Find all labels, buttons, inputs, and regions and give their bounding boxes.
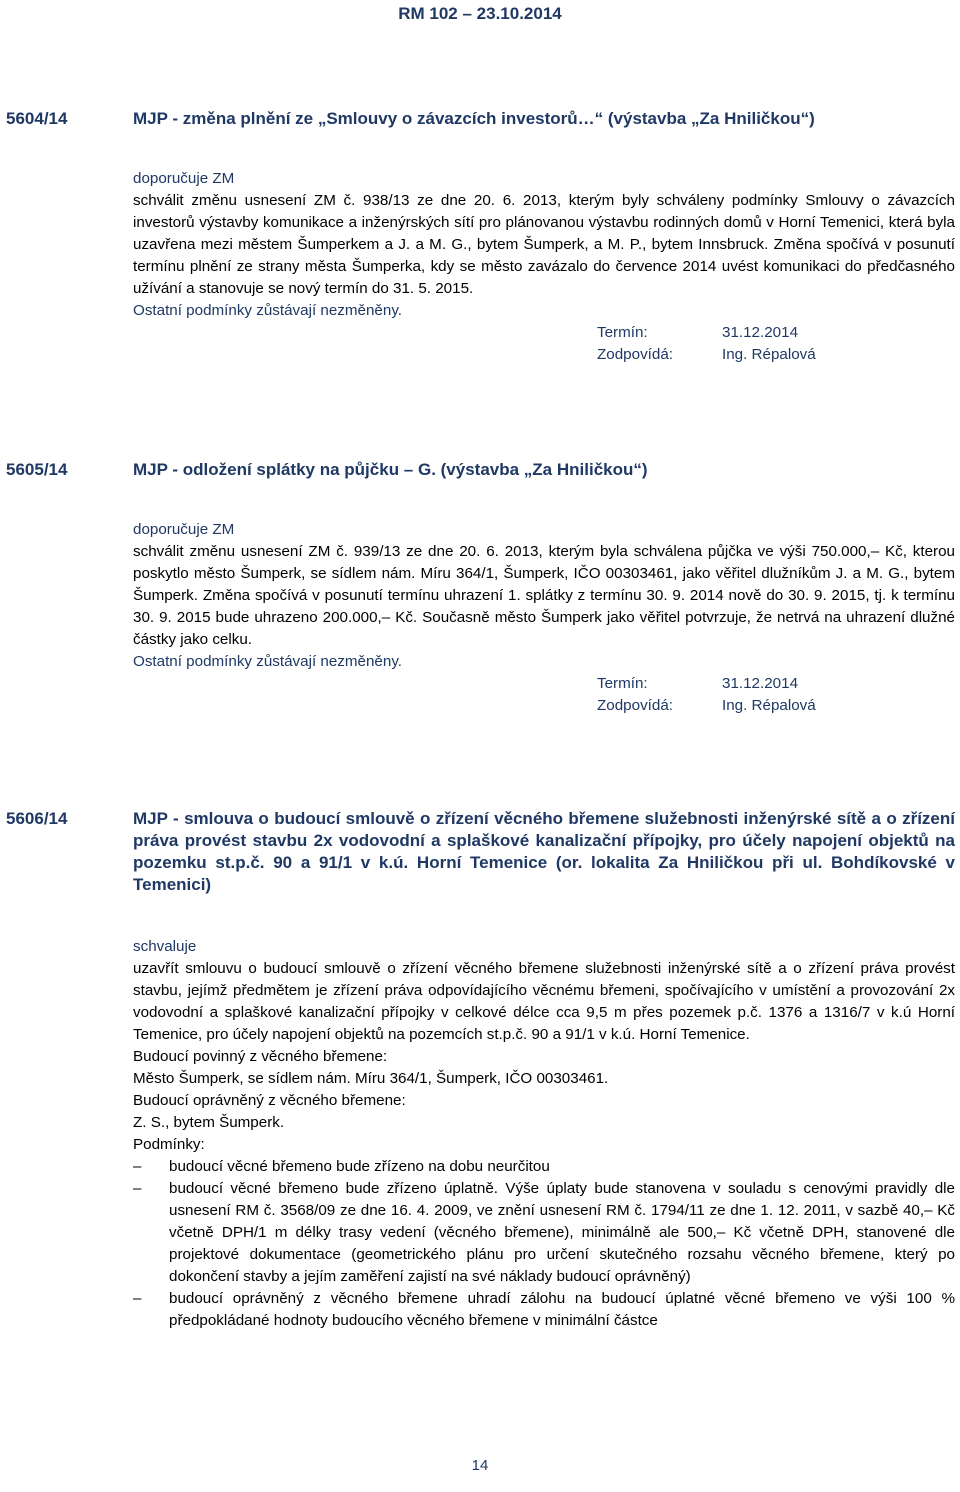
responsible-row (597, 695, 955, 717)
obligated-value: Město Šumperk, se sídlem nám. Míru 364/1, Šumperk, IČO 00303461. (133, 1070, 609, 1087)
section-number: 5605/14 (6, 460, 68, 479)
section-title: MJP - odložení splátky na půjčku – G. (výstavba „Za Hniličkou“) (133, 460, 648, 479)
section-body-5604 (133, 168, 955, 366)
resolution-verb: doporučuje ZM (133, 521, 235, 538)
section-title: MJP - smlouva o budoucí smlouvě o zřízení věcného břemene služebnosti inženýrské sítě a o zřízení práva provést stavbu 2x vodovodní a splaškové kanalizační přípojky, pro účely napojení objektů na pozemku st.p.č. 90 a 91/1 v k.ú. Horní Temenice (or. lokalita Za Hniličkou při ul. Bohdíkovské v Temenici) (133, 809, 955, 894)
page-number: 14 (471, 1457, 489, 1474)
section-title: MJP - změna plnění ze „Smlouvy o závazcích investorů…“ (výstavba „Za Hniličkou“) (133, 109, 815, 128)
deadline-value: 31.12.2014 (722, 324, 799, 341)
deadline-value: 31.12.2014 (722, 675, 799, 692)
responsible-row (597, 344, 955, 366)
section-5604 (0, 108, 960, 130)
resolution-verb: schvaluje (133, 938, 197, 955)
list-item-text: budoucí věcné břemeno bude zřízeno úplatně. Výše úplaty bude stanovena v souladu s cenovými pravidly dle usnesení RM č. 3568/09 ze dne 16. 4. 2009, ve znění usnesení RM č. 1794/11 ze dne 1. 12. 2011, v sazbě 40,– Kč včetně DPH/1 m délky trasy vedení (věcného břemene), minimálně ale 500,– Kč včetně DPH, stanovené dle projektové dokumentace (geometrického plánu pro určení skutečného rozsahu věcného břemene, který po dokončení stavby a jejím zaměření zajistí na své náklady budoucí oprávněný) (169, 1180, 955, 1285)
deadline-row (597, 673, 955, 695)
conditions-label: Podmínky: (133, 1136, 205, 1153)
responsible-value: Ing. Répalová (722, 346, 816, 363)
responsible-label: Zodpovídá: (597, 697, 673, 714)
list-item-text: budoucí oprávněný z věcného břemene uhradí zálohu na budoucí úplatné věcné břemeno ve výši 100 % předpokládané hodnoty budoucího věcného břemene v minimální částce (169, 1290, 955, 1329)
section-5605 (0, 459, 960, 481)
responsible-label: Zodpovídá: (597, 346, 673, 363)
section-number: 5606/14 (6, 809, 68, 828)
resolution-text: uzavřít smlouvu o budoucí smlouvě o zřízení věcného břemene služebnosti inženýrské sítě a o zřízení práva provést stavbu, jejímž předmětem je zřízení práva odpovídajícího věcnému břemeni, spočívajícího v umístění a provozování 2x vodovodní a splaškové kanalizační přípojky v celkové délce cca 9,5 m přes pozemek p.č. 1376 a 1316/7 v k.ú Horní Temenice, pro účely napojení objektů na pozemcích st.p.č. 90 a 91/1 v k.ú. Horní Temenice. (133, 960, 955, 1043)
section-number: 5604/14 (6, 109, 68, 128)
entitled-value: Z. S., bytem Šumperk. (133, 1114, 285, 1131)
section-body-5605 (133, 519, 955, 717)
entitled-label: Budoucí oprávněný z věcného břemene: (133, 1092, 406, 1109)
responsible-value: Ing. Répalová (722, 697, 816, 714)
page-header: RM 102 – 23.10.2014 (398, 4, 562, 23)
resolution-note: Ostatní podmínky zůstávají nezměněny. (133, 653, 403, 670)
bullet-dash: – (133, 1158, 142, 1175)
obligated-label: Budoucí povinný z věcného břemene: (133, 1048, 388, 1065)
section-5606 (0, 808, 960, 896)
resolution-text: schválit změnu usnesení ZM č. 939/13 ze dne 20. 6. 2013, kterým byla schválena půjčka ve výši 750.000,– Kč, kterou poskytlo město Šumperk, se sídlem nám. Míru 364/1, Šumperk, IČO 00303461, jako věřitel dlužníkům J. a M. G., bytem Šumperk. Změna spočívá v posunutí termínu uhrazení 1. splátky z termínu 30. 9. 2014 nově do 30. 9. 2015, tj. k termínu 30. 9. 2015 bude uhrazeno 200.000,– Kč. Současně město Šumperk jako věřitel potvrzuje, že netrvá na uhrazení dlužné částky jako celku. (133, 543, 955, 648)
list-item (133, 1178, 955, 1288)
section-body-5606 (133, 936, 955, 1332)
resolution-verb: doporučuje ZM (133, 170, 235, 187)
resolution-text: schválit změnu usnesení ZM č. 938/13 ze dne 20. 6. 2013, kterým byly schváleny podmínky Smlouvy o závazcích investorů výstavby komunikace a inženýrských sítí pro plánovanou výstavbu rodinných domů v Horní Temenici, která byla uzavřena mezi městem Šumperkem a J. a M. G., bytem Šumperk, a M. P., bytem Innsbruck. Změna spočívá v posunutí termínu plnění ze strany města Šumperka, kdy se město zavázalo do července 2014 uvést komunikaci do předčasného užívání a stanovuje se nový termín do 31. 5. 2015. (133, 192, 955, 297)
bullet-dash: – (133, 1180, 142, 1197)
list-item (133, 1288, 955, 1332)
deadline-label: Termín: (597, 675, 648, 692)
list-item (133, 1156, 955, 1178)
deadline-label: Termín: (597, 324, 648, 341)
resolution-note: Ostatní podmínky zůstávají nezměněny. (133, 302, 403, 319)
deadline-row (597, 322, 955, 344)
list-item-text: budoucí věcné břemeno bude zřízeno na dobu neurčitou (169, 1158, 550, 1175)
bullet-dash: – (133, 1290, 142, 1307)
